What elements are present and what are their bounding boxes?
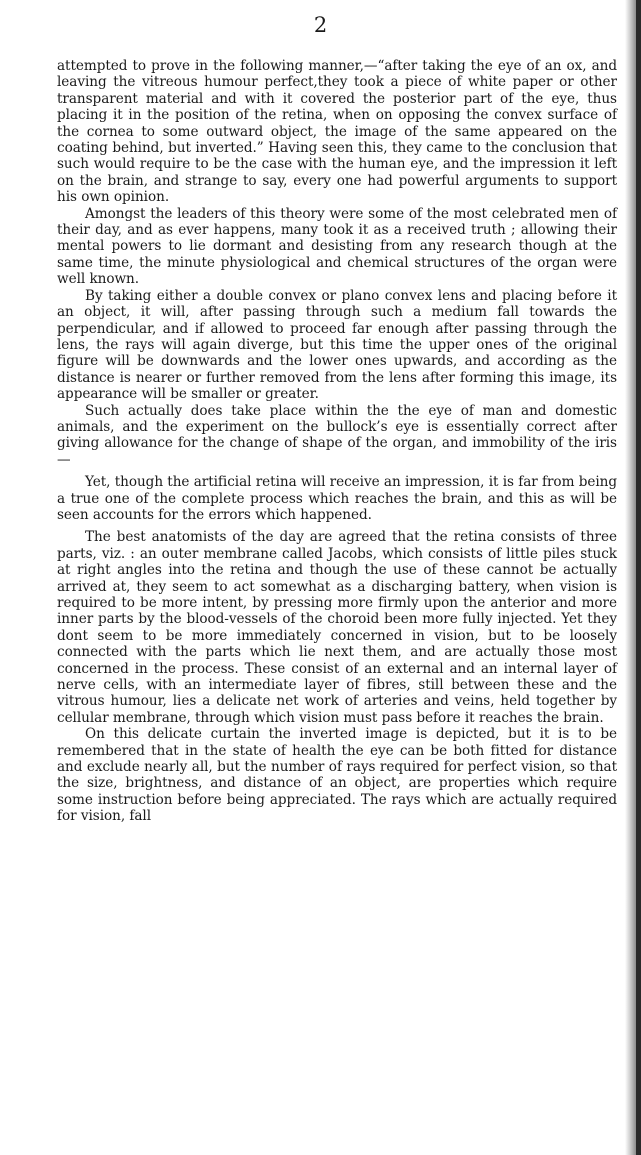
body-text: [57, 58, 617, 825]
binding-edge: [636, 0, 641, 1155]
paragraph: Such actually does take place within the the eye of man and domestic animals, and the experiment on the bullock’s eye is essentially correct after giving allowance for the change of shape of the organ, and immobility of the iris—: [57, 402, 617, 468]
paragraph: By taking either a double convex or plano convex lens and placing before it an object, it will, after passing through such a medium fall towards the perpendicular, and if allowed to proceed far enough after passing through the lens, the rays will again diverge, but this time the upper ones of the original figure will be downwards and the lower ones upwards, and according as the distance is nearer or further removed from the lens after forming this image, its appearance will be smaller or greater.: [57, 287, 617, 403]
page-number: 2: [313, 13, 328, 37]
paragraph: Amongst the leaders of this theory were some of the most celebrated men of their day, and as ever happens, many took it as a received truth ; allowing their mental powers to lie dormant and desisting from any research though at the same time, the minute physiological and chemical structures of the organ were well known.: [57, 205, 617, 288]
paragraph: attempted to prove in the following manner,—“after taking the eye of an ox, and leaving the vitreous humour perfect,they took a piece of white paper or other transparent material and with it covered the posterior part of the eye, thus placing it in the position of the retina, when on opposing the convex surface of the cornea to some outward object, the image of the same appeared on the coating behind, but inverted.” Having seen this, they came to the conclusion that such would require to be the case with the human eye, and the impression it left on the brain, and strange to say, every one had powerful arguments to support his own opinion.: [57, 58, 617, 206]
paragraph: The best anatomists of the day are agreed that the retina consists of three parts, viz. : an outer membrane called Jacobs, which consists of little piles stuck at right angles into the retina and though the use of these cannot be actually arrived at, they seem to act somewhat as a discharging battery, when vision is required to be more intent, by pressing more firmly upon the anterior and more inner parts by the blood-vessels of the choroid been more fully injected. Yet they dont seem to be more immediately concerned in vision, but to be loosely connected with the parts which lie next them, and are actually those most concerned in the process. These consist of an external and an internal layer of nerve cells, with an intermediate layer of fibres, still between these and the vitrous humour, lies a delicate net work of arteries and veins, held together by cellular membrane, through which vision must pass before it reaches the brain.: [57, 529, 617, 726]
paragraph: Yet, though the artificial retina will receive an impression, it is far from being a true one of the complete process which reaches the brain, and this as will be seen accounts for the errors which happened.: [57, 474, 617, 523]
paragraph: On this delicate curtain the inverted image is depicted, but it is to be remembered that in the state of health the eye can be both fitted for distance and exclude nearly all, but the number of rays required for perfect vision, so that the size, brightness, and distance of an object, are properties which require some instruction before being appreciated. The rays which are actually required for vision, fall: [57, 726, 617, 825]
